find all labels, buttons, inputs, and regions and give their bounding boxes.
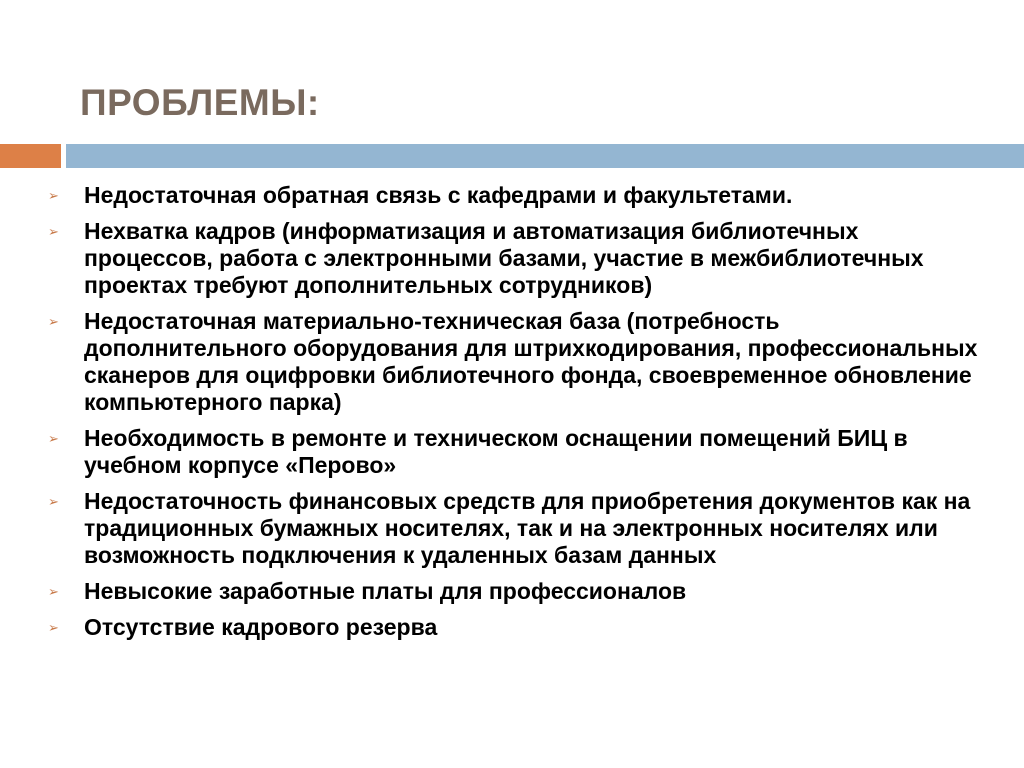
- chevron-bullet-icon: ➢: [48, 225, 59, 240]
- accent-bar-left: [0, 144, 61, 168]
- list-item-text: Необходимость в ремонте и техническом оснащении помещений БИЦ в учебном корпусе «Перово»: [84, 425, 908, 478]
- chevron-bullet-icon: ➢: [48, 189, 59, 204]
- list-item-text: Нехватка кадров (информатизация и автоматизация библиотечных процессов, работа с электронными базами, участие в межбиблиотечных проектах требуют дополнительных сотрудников): [84, 218, 924, 298]
- list-item: [0, 425, 1024, 479]
- list-item-text: Недостаточность финансовых средств для приобретения документов как на традиционных бумажных носителях, так и на электронных носителях или возможность подключения к удаленных базам данных: [84, 488, 971, 568]
- chevron-bullet-icon: ➢: [48, 495, 59, 510]
- list-item: [0, 308, 1024, 416]
- list-item: [0, 614, 1024, 641]
- list-item: [0, 578, 1024, 605]
- list-item-text: Недостаточная обратная связь с кафедрами и факультетами.: [84, 182, 793, 208]
- problem-list: [0, 182, 1024, 650]
- list-item-text: Недостаточная материально-техническая база (потребность дополнительного оборудования для штрихкодирования, профессиональных сканеров для оцифровки библиотечного фонда, своевременное обновление компьютерного парка): [84, 308, 978, 415]
- slide-title: ПРОБЛЕМЫ:: [80, 82, 320, 123]
- chevron-bullet-icon: ➢: [48, 621, 59, 636]
- list-item-text: Невысокие заработные платы для профессионалов: [84, 578, 687, 604]
- chevron-bullet-icon: ➢: [48, 315, 59, 330]
- accent-bar-right: [66, 144, 1024, 168]
- list-item: [0, 488, 1024, 569]
- list-item: [0, 218, 1024, 299]
- list-item-text: Отсутствие кадрового резерва: [84, 614, 438, 640]
- chevron-bullet-icon: ➢: [48, 585, 59, 600]
- chevron-bullet-icon: ➢: [48, 432, 59, 447]
- list-item: [0, 182, 1024, 209]
